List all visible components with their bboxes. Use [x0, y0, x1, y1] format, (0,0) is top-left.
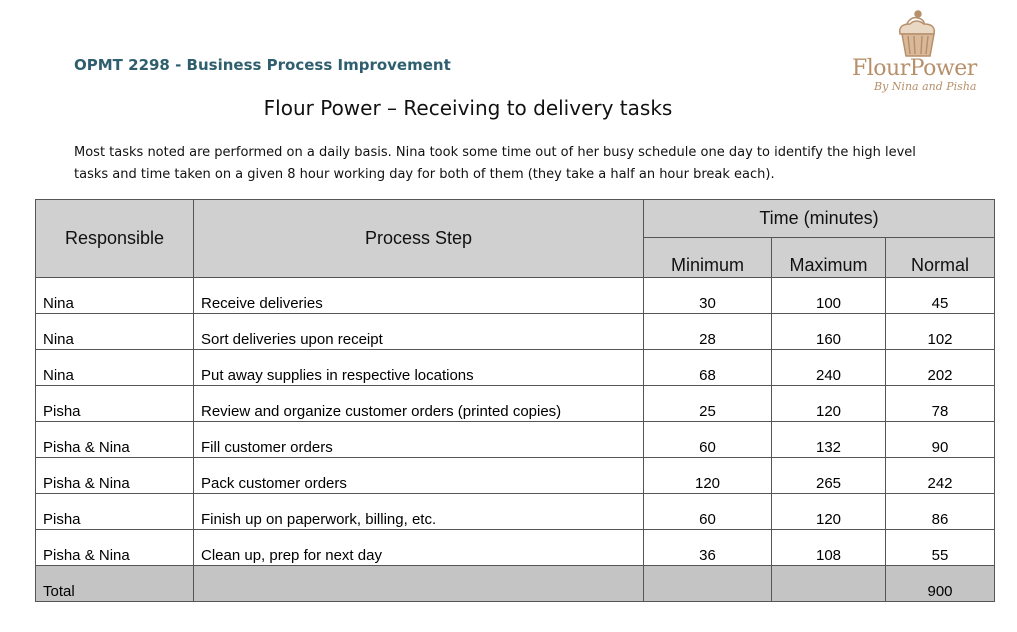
header-minimum: Minimum — [644, 238, 772, 278]
cell-step: Receive deliveries — [194, 278, 644, 314]
cell-min: 30 — [644, 278, 772, 314]
table-row — [36, 350, 995, 386]
header-normal: Normal — [886, 238, 995, 278]
cell-step: Fill customer orders — [194, 422, 644, 458]
cell-normal: 242 — [886, 458, 995, 494]
table-row — [36, 278, 995, 314]
cell-min: 68 — [644, 350, 772, 386]
cell-min: 25 — [644, 386, 772, 422]
table-row — [36, 386, 995, 422]
header-maximum: Maximum — [772, 238, 886, 278]
cell-normal: 55 — [886, 530, 995, 566]
table-row — [36, 494, 995, 530]
logo-wordmark: FlourPower — [852, 56, 977, 81]
table-row — [36, 530, 995, 566]
cell-max: 240 — [772, 350, 886, 386]
total-normal: 900 — [886, 566, 995, 602]
cell-max: 132 — [772, 422, 886, 458]
cell-responsible: Pisha & Nina — [36, 530, 194, 566]
cell-normal: 102 — [886, 314, 995, 350]
table-row — [36, 458, 995, 494]
total-label: Total — [36, 566, 194, 602]
cell-normal: 86 — [886, 494, 995, 530]
cell-responsible: Nina — [36, 350, 194, 386]
cell-min: 28 — [644, 314, 772, 350]
cell-max: 108 — [772, 530, 886, 566]
cell-step: Clean up, prep for next day — [194, 530, 644, 566]
tasks-table — [35, 199, 995, 602]
cell-responsible: Nina — [36, 314, 194, 350]
cell-min: 120 — [644, 458, 772, 494]
cell-min: 60 — [644, 422, 772, 458]
header-process-step: Process Step — [194, 200, 644, 278]
cell-max: 100 — [772, 278, 886, 314]
header-responsible: Responsible — [36, 200, 194, 278]
total-min — [644, 566, 772, 602]
cell-step: Sort deliveries upon receipt — [194, 314, 644, 350]
cell-responsible: Pisha & Nina — [36, 422, 194, 458]
intro-paragraph: Most tasks noted are performed on a daily basis. Nina took some time out of her busy schedule one day to identify the high level tasks and time taken on a given 8 hour working day for both of them (they take a half an hour break each). — [74, 145, 916, 182]
cell-max: 120 — [772, 494, 886, 530]
cell-normal: 45 — [886, 278, 995, 314]
table-row — [36, 422, 995, 458]
cell-step: Pack customer orders — [194, 458, 644, 494]
cell-responsible: Pisha & Nina — [36, 458, 194, 494]
document-title: Flour Power – Receiving to delivery tasks — [263, 96, 673, 120]
cell-step: Review and organize customer orders (printed copies) — [194, 386, 644, 422]
cell-normal: 90 — [886, 422, 995, 458]
header-time-group: Time (minutes) — [644, 200, 995, 238]
cell-responsible: Nina — [36, 278, 194, 314]
cell-normal: 202 — [886, 350, 995, 386]
logo-tagline: By Nina and Pisha — [874, 80, 977, 93]
total-row — [36, 566, 995, 602]
cell-normal: 78 — [886, 386, 995, 422]
cell-max: 265 — [772, 458, 886, 494]
cell-step: Put away supplies in respective locations — [194, 350, 644, 386]
table-row — [36, 314, 995, 350]
cell-max: 120 — [772, 386, 886, 422]
course-title: OPMT 2298 - Business Process Improvement — [74, 56, 451, 74]
total-max — [772, 566, 886, 602]
cell-max: 160 — [772, 314, 886, 350]
cell-responsible: Pisha — [36, 386, 194, 422]
cell-responsible: Pisha — [36, 494, 194, 530]
cell-min: 60 — [644, 494, 772, 530]
total-step — [194, 566, 644, 602]
cell-min: 36 — [644, 530, 772, 566]
cell-step: Finish up on paperwork, billing, etc. — [194, 494, 644, 530]
